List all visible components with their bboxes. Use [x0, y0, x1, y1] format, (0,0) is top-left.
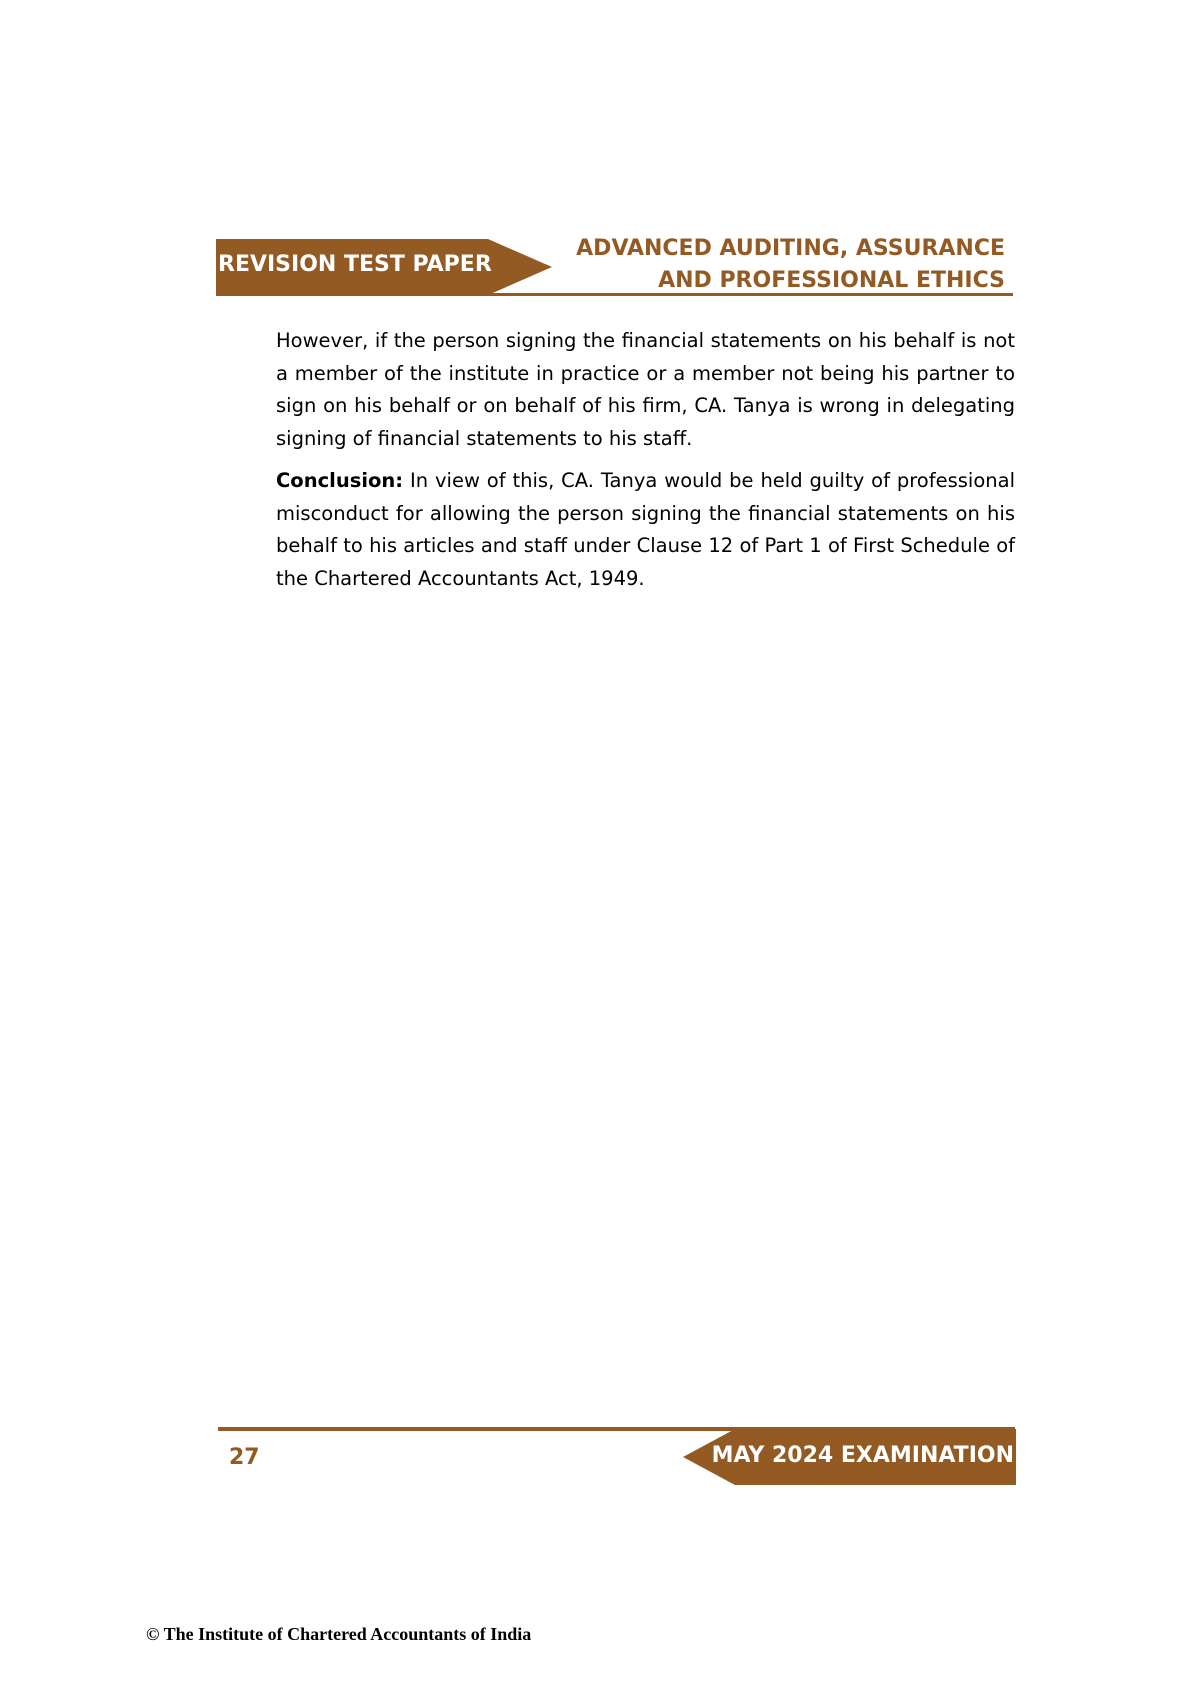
document-body — [276, 325, 1015, 605]
header-tag-label: REVISION TEST PAPER — [218, 252, 492, 277]
conclusion-paragraph — [276, 465, 1015, 595]
paragraph: However, if the person signing the financial statements on his behalf is not a member of the institute in practice or a member not being his partner to sign on his behalf or on behalf of his firm, CA. Tanya is wrong in delegating signing of financial statements to his staff. — [276, 329, 1015, 450]
header-divider — [216, 293, 1013, 296]
header-subject-line2: AND PROFESSIONAL ETHICS — [658, 268, 1005, 293]
conclusion-label: Conclusion: — [276, 469, 404, 492]
copyright-notice: © The Institute of Chartered Accountants of India — [146, 1624, 532, 1644]
footer-exam-label: MAY 2024 EXAMINATION — [711, 1443, 1014, 1468]
header-subject-title — [576, 233, 1005, 297]
conclusion-text: In view of this, CA. Tanya would be held guilty of professional misconduct for allowing the person signing the financial statements on his behalf to his articles and staff under Clause 12 of Part 1 of First Schedule of the Chartered Accountants Act, 1949. — [276, 469, 1015, 590]
page-number: 27 — [229, 1445, 260, 1470]
header-subject-line1: ADVANCED AUDITING, ASSURANCE — [576, 236, 1005, 261]
